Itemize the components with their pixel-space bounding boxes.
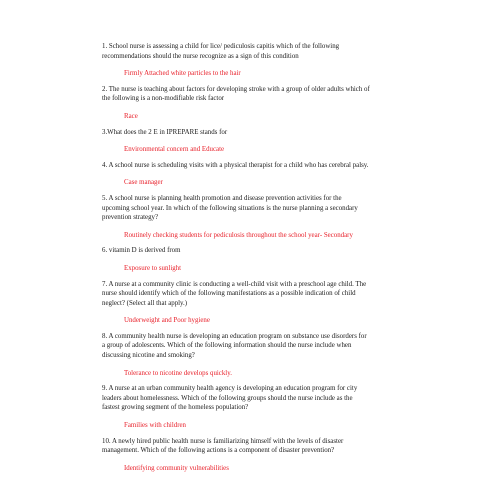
answer-text: Tolerance to nicotine develops quickly. (124, 369, 232, 377)
question-text: 7. A nurse at a community clinic is conducting a well-child visit with a preschool age child. The (102, 280, 367, 288)
answer-text: Race (124, 112, 138, 120)
question-text: nurse should identify which of the following manifestations as a possible indication of child (102, 290, 356, 298)
question-text: upcoming school year. In which of the following situations is the nurse planning a secondary (102, 204, 358, 212)
question-item (102, 332, 402, 384)
question-text: 4. A school nurse is scheduling visits with a physical therapist for a child who has cerebral palsy. (102, 161, 369, 169)
question-text: a group of adolescents. Which of the following information should the nurse include when (102, 342, 352, 350)
question-item (102, 437, 402, 474)
answer-text: Identifying community vulnerabilities (124, 464, 229, 472)
question-text: 10. A newly hired public health nurse is familiarizing himself with the levels of disaster (102, 437, 344, 445)
answer-text: Routinely checking students for pediculosis throughout the school year- Secondary (124, 231, 353, 239)
question-list (102, 42, 402, 473)
question-text: 1. School nurse is assessing a child for lice/ pediculosis capitis which of the following (102, 43, 340, 50)
question-text: neglect? (Select all that apply.) (102, 299, 188, 307)
question-text: prevention strategy? (102, 214, 159, 222)
question-text: discussing nicotine and smoking? (102, 352, 195, 360)
question-text: 8. A community health nurse is developing an education program on substance use disorders for (102, 332, 367, 340)
question-item (102, 384, 402, 436)
question-item (102, 280, 402, 332)
answer-text: Underweight and Poor hygiene (124, 317, 210, 325)
question-text: recommendations should the nurse recognize as a sign of this condition (102, 52, 299, 60)
answer-text: Families with children (124, 422, 187, 430)
answer-text: Environmental concern and Educate (124, 146, 225, 154)
question-item (102, 194, 402, 246)
answer-text: Exposure to sunlight (124, 264, 182, 272)
question-item (102, 42, 402, 85)
question-text: fastest growing segment of the homeless population? (102, 404, 249, 412)
question-text: the following is a non-modifiable risk factor (102, 95, 225, 103)
question-text: 3.What does the 2 E in IPREPARE stands for (102, 128, 228, 136)
question-text: leaders about homelessness. Which of the following groups should the nurse include as the (102, 394, 353, 402)
question-item (102, 128, 402, 161)
answer-text: Firmly Attached white particles to the hair (124, 70, 241, 78)
answer-text: Case manager (124, 179, 163, 187)
question-text: management. Which of the following actions is a component of disaster prevention? (102, 447, 335, 455)
question-text: 9. A nurse at an urban community health agency is developing an education program for city (102, 385, 358, 393)
question-text: 6. vitamin D is derived from (102, 247, 181, 255)
question-text: 5. A school nurse is planning health promotion and disease prevention activities for the (102, 194, 342, 202)
question-text: 2. The nurse is teaching about factors for developing stroke with a group of older adults which of (102, 85, 370, 93)
question-item (102, 246, 402, 279)
question-item (102, 161, 402, 194)
question-item (102, 85, 402, 128)
